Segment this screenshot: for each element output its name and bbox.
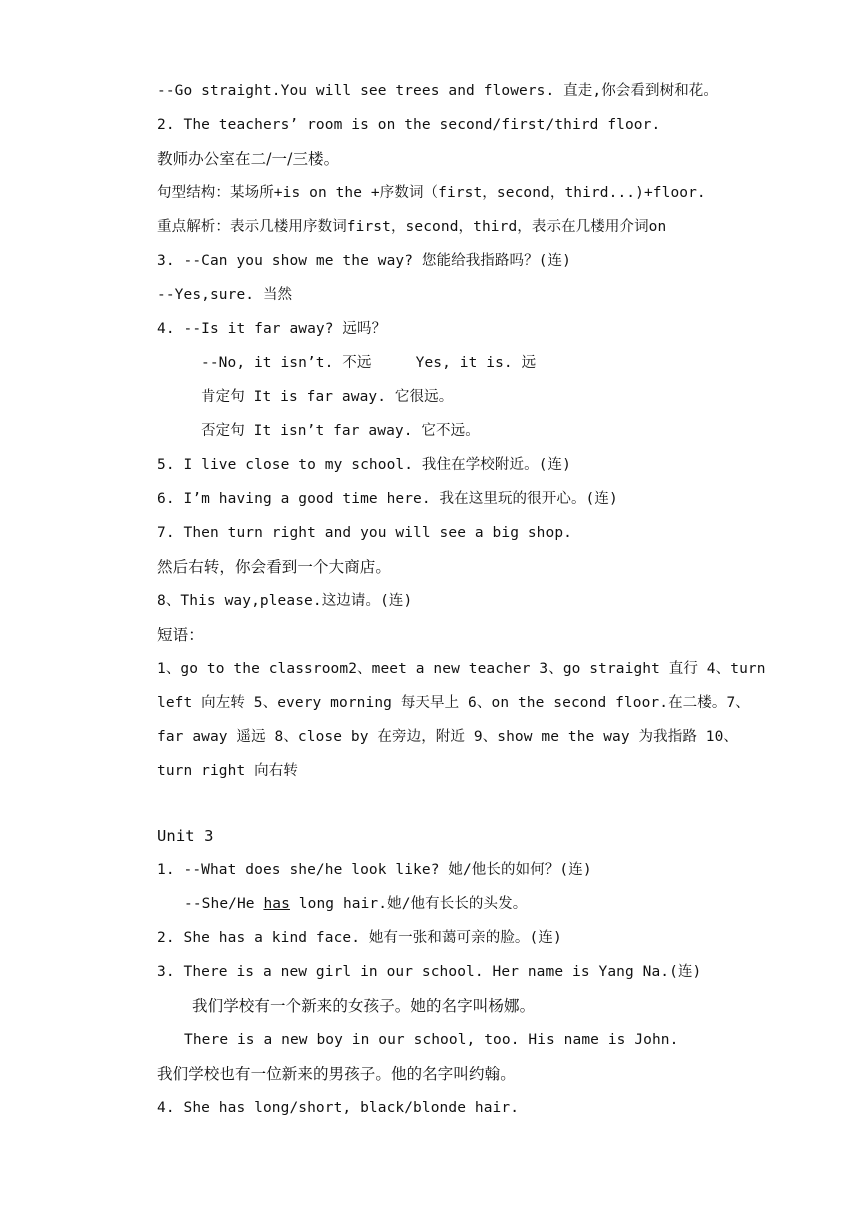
text-line <box>184 894 527 914</box>
text-line: 4. She has long/short, black/blonde hair. <box>157 1100 520 1116</box>
text-line: --No, it isn’t. 不远 Yes, it is. 远 <box>201 355 537 371</box>
underlined-word: has <box>263 896 290 912</box>
text-line: left 向左转 5、every morning 每天早上 6、on the second floor.在二楼。7、 <box>157 695 750 711</box>
text-line: 句型结构：某场所+is on the +序数词（first，second，third...)+floor. <box>157 185 706 201</box>
text-line: 3. --Can you show me the way? 您能给我指路吗？(连) <box>157 253 571 269</box>
text-line: 重点解析：表示几楼用序数词first，second，third，表示在几楼用介词on <box>157 219 667 235</box>
text-line: 2. The teachers’ room is on the second/first/third floor. <box>157 117 661 133</box>
text-line: --Go straight.You will see trees and flowers. 直走,你会看到树和花。 <box>157 83 718 99</box>
text-line: There is a new boy in our school, too. His name is John. <box>184 1032 679 1048</box>
text-line: --Yes,sure. 当然 <box>157 287 293 303</box>
section-heading: Unit 3 <box>157 827 214 845</box>
text-line: 我们学校也有一位新来的男孩子。他的名字叫约翰。 <box>157 1065 516 1083</box>
text-span: --She/He <box>184 896 264 912</box>
text-line: 6. I’m having a good time here. 我在这里玩的很开心。(连) <box>157 491 618 507</box>
text-line: 1. --What does she/he look like? 她/他长的如何？(连) <box>157 862 592 878</box>
text-line: 教师办公室在二/一/三楼。 <box>157 150 340 168</box>
text-line: 然后右转，你会看到一个大商店。 <box>157 558 392 576</box>
text-line: 短语： <box>157 626 204 644</box>
text-line: 8、This way,please.这边请。(连) <box>157 593 413 609</box>
text-line: 4. --Is it far away? 远吗？ <box>157 321 387 337</box>
text-line: 2. She has a kind face. 她有一张和蔼可亲的脸。(连) <box>157 930 562 946</box>
text-span: long hair.她/他有长长的头发。 <box>289 896 528 912</box>
text-line: 肯定句 It is far away. 它很远。 <box>201 389 454 405</box>
text-line: 5. I live close to my school. 我住在学校附近。(连) <box>157 457 571 473</box>
text-line: 我们学校有一个新来的女孩子。她的名字叫杨娜。 <box>192 997 536 1015</box>
text-line: 7. Then turn right and you will see a big shop. <box>157 525 572 541</box>
text-line: 3. There is a new girl in our school. Her name is Yang Na.(连) <box>157 964 702 980</box>
text-line: turn right 向右转 <box>157 763 298 779</box>
text-line: 否定句 It isn’t far away. 它不远。 <box>201 423 480 439</box>
text-line: far away 遥远 8、close by 在旁边，附近 9、show me the way 为我指路 10、 <box>157 729 739 745</box>
text-line: 1、go to the classroom2、meet a new teacher 3、go straight 直行 4、turn <box>157 661 766 677</box>
